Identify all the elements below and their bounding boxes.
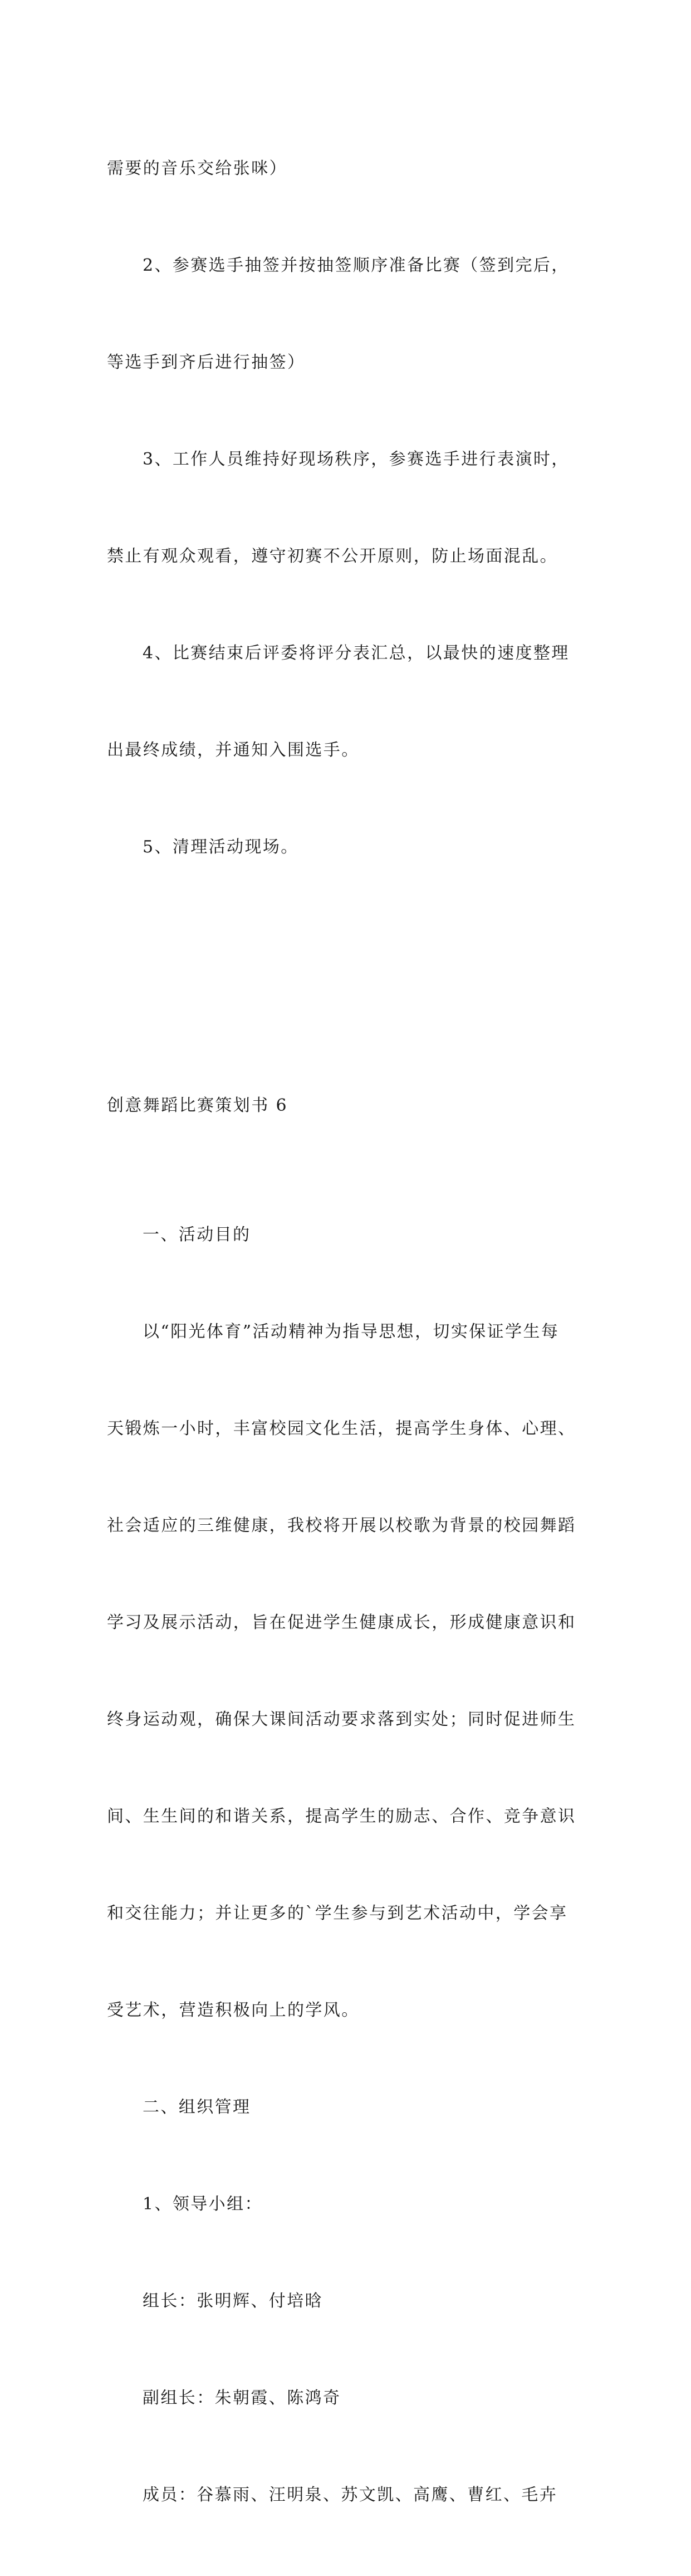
- text-line: 学习及展示活动，旨在促进学生健康成长，形成健康意识和: [107, 1613, 576, 1632]
- text-line: 1、领导小组：: [143, 2194, 263, 2214]
- text-line: 副组长：朱朝霞、陈鸿奇: [143, 2388, 341, 2408]
- text-line: 2、参赛选手抽签并按抽签顺序准备比赛（签到完后，: [143, 256, 570, 275]
- text-line: 终身运动观，确保大课间活动要求落到实处；同时促进师生: [107, 1710, 576, 1729]
- heading-activity-purpose: 一、活动目的: [143, 1225, 251, 1245]
- text-line: 需要的音乐交给张咪）: [107, 159, 287, 178]
- heading-organization: 二、组织管理: [143, 2097, 251, 2117]
- text-line: 5、清理活动现场。: [143, 837, 299, 857]
- text-line: 成员：谷慕雨、汪明泉、苏文凯、高鹰、曹红、毛卉: [143, 2485, 558, 2505]
- text-line: 社会适应的三维健康，我校将开展以校歌为背景的校园舞蹈: [107, 1516, 576, 1535]
- text-line: 禁止有观众观看，遵守初赛不公开原则，防止场面混乱。: [107, 547, 558, 566]
- text-line: 4、比赛结束后评委将评分表汇总，以最快的速度整理: [143, 643, 570, 663]
- text-line: 3、工作人员维持好现场秩序，参赛选手进行表演时，: [143, 450, 570, 469]
- text-line: 出最终成绩，并通知入围选手。: [107, 740, 360, 760]
- text-line: 以“阳光体育”活动精神为指导思想，切实保证学生每: [143, 1322, 560, 1341]
- text-line: 天锻炼一小时，丰富校园文化生活，提高学生身体、心理、: [107, 1419, 576, 1438]
- text-line: 受艺术，营造积极向上的学风。: [107, 2001, 360, 2020]
- text-line: 组长：张明辉、付培晗: [143, 2291, 323, 2311]
- text-line: 间、生生间的和谐关系，提高学生的励志、合作、竞争意识: [107, 1807, 576, 1826]
- text-line: 和交往能力；并让更多的`学生参与到艺术活动中，学会享: [107, 1904, 568, 1923]
- section-title: 创意舞蹈比赛策划书 6: [107, 1096, 288, 1115]
- section-spacer: [107, 960, 597, 993]
- text-line: 等选手到齐后进行抽签）: [107, 353, 306, 372]
- document-body: [107, 88, 597, 2576]
